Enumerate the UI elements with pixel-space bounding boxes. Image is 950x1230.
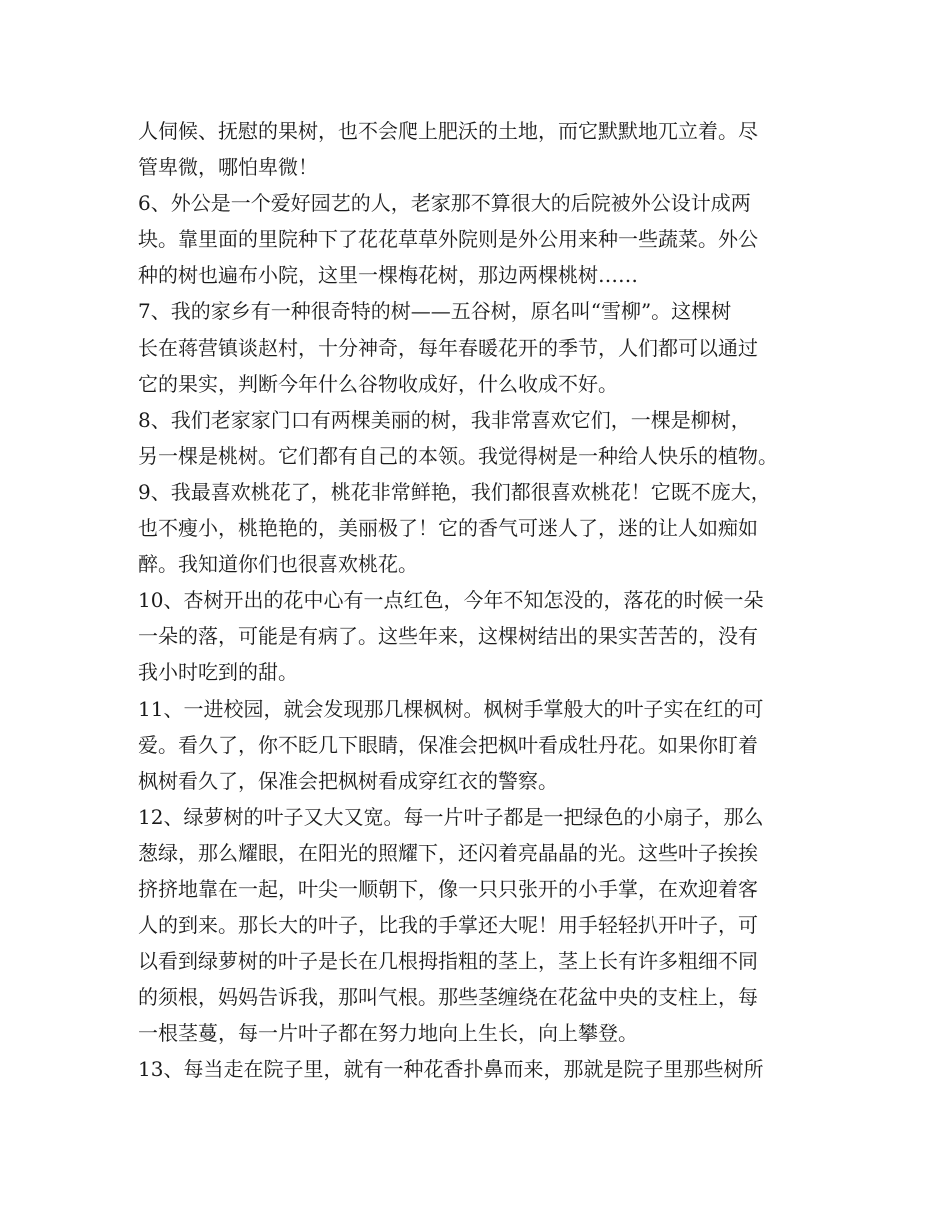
text-line: 管卑微，哪怕卑微！ <box>138 155 318 180</box>
text-line: 枫树看久了，保准会把枫树看成穿红衣的警察。 <box>138 768 558 793</box>
text-line: 以看到绿萝树的叶子是长在几根拇指粗的茎上，茎上长有许多粗细不同 <box>138 949 758 974</box>
text-line: 8、我们老家家门口有两棵美丽的树，我非常喜欢它们，一棵是柳树， <box>138 407 751 432</box>
text-line: 它的果实，判断今年什么谷物收成好，什么收成不好。 <box>138 371 618 396</box>
text-line: 另一棵是桃树。它们都有自己的本领。我觉得树是一种给人快乐的植物。 <box>138 443 778 468</box>
text-line: 6、外公是一个爱好园艺的人，老家那不算很大的后院被外公设计成两 <box>138 191 751 216</box>
text-line: 人伺候、抚慰的果树，也不会爬上肥沃的土地，而它默默地兀立着。尽 <box>138 119 758 143</box>
text-line: 一朵的落，可能是有病了。这些年来，这棵树结出的果实苦苦的，没有 <box>138 624 758 649</box>
text-line: 挤挤地靠在一起，叶尖一顺朝下，像一只只张开的小手掌，在欢迎着客 <box>138 876 758 901</box>
text-line: 一根茎蔓，每一片叶子都在努力地向上生长，向上攀登。 <box>138 1021 638 1046</box>
text-line: 葱绿，那么耀眼，在阳光的照耀下，还闪着亮晶晶的光。这些叶子挨挨 <box>138 840 758 865</box>
text-line: 7、我的家乡有一种很奇特的树——五谷树，原名叫“雪柳”。这棵树 <box>138 299 732 324</box>
text-line: 11、一进校园，就会发现那几棵枫树。枫树手掌般大的叶子实在红的可 <box>138 696 764 721</box>
text-line: 爱。看久了，你不眨几下眼睛，保准会把枫叶看成牡丹花。如果你盯着 <box>138 732 758 757</box>
document-body <box>138 113 838 1088</box>
text-line: 的须根，妈妈告诉我，那叫气根。那些茎缠绕在花盆中央的支柱上，每 <box>138 985 758 1010</box>
text-line: 12、绿萝树的叶子又大又宽。每一片叶子都是一把绿色的小扇子，那么 <box>138 804 764 829</box>
text-line: 人的到来。那长大的叶子，比我的手掌还大呢！用手轻轻扒开叶子，可 <box>138 913 758 938</box>
text-line: 我小时吃到的甜。 <box>138 660 298 685</box>
text-line: 10、杏树开出的花中心有一点红色，今年不知怎没的，落花的时候一朵 <box>138 588 764 613</box>
text-line: 醉。我知道你们也很喜欢桃花。 <box>138 552 418 577</box>
text-line: 也不瘦小，桃艳艳的，美丽极了！它的香气可迷人了，迷的让人如痴如 <box>138 516 758 541</box>
text-line: 13、每当走在院子里，就有一种花香扑鼻而来，那就是院子里那些树所 <box>138 1057 764 1082</box>
text-line: 长在蒋营镇谈赵村，十分神奇，每年春暖花开的季节，人们都可以通过 <box>138 335 758 360</box>
text-line: 块。靠里面的里院种下了花花草草外院则是外公用来种一些蔬菜。外公 <box>138 227 758 252</box>
text-line: 种的树也遍布小院，这里一棵梅花树，那边两棵桃树…… <box>138 263 638 288</box>
text-line: 9、我最喜欢桃花了，桃花非常鲜艳，我们都很喜欢桃花！它既不庞大， <box>138 479 771 504</box>
